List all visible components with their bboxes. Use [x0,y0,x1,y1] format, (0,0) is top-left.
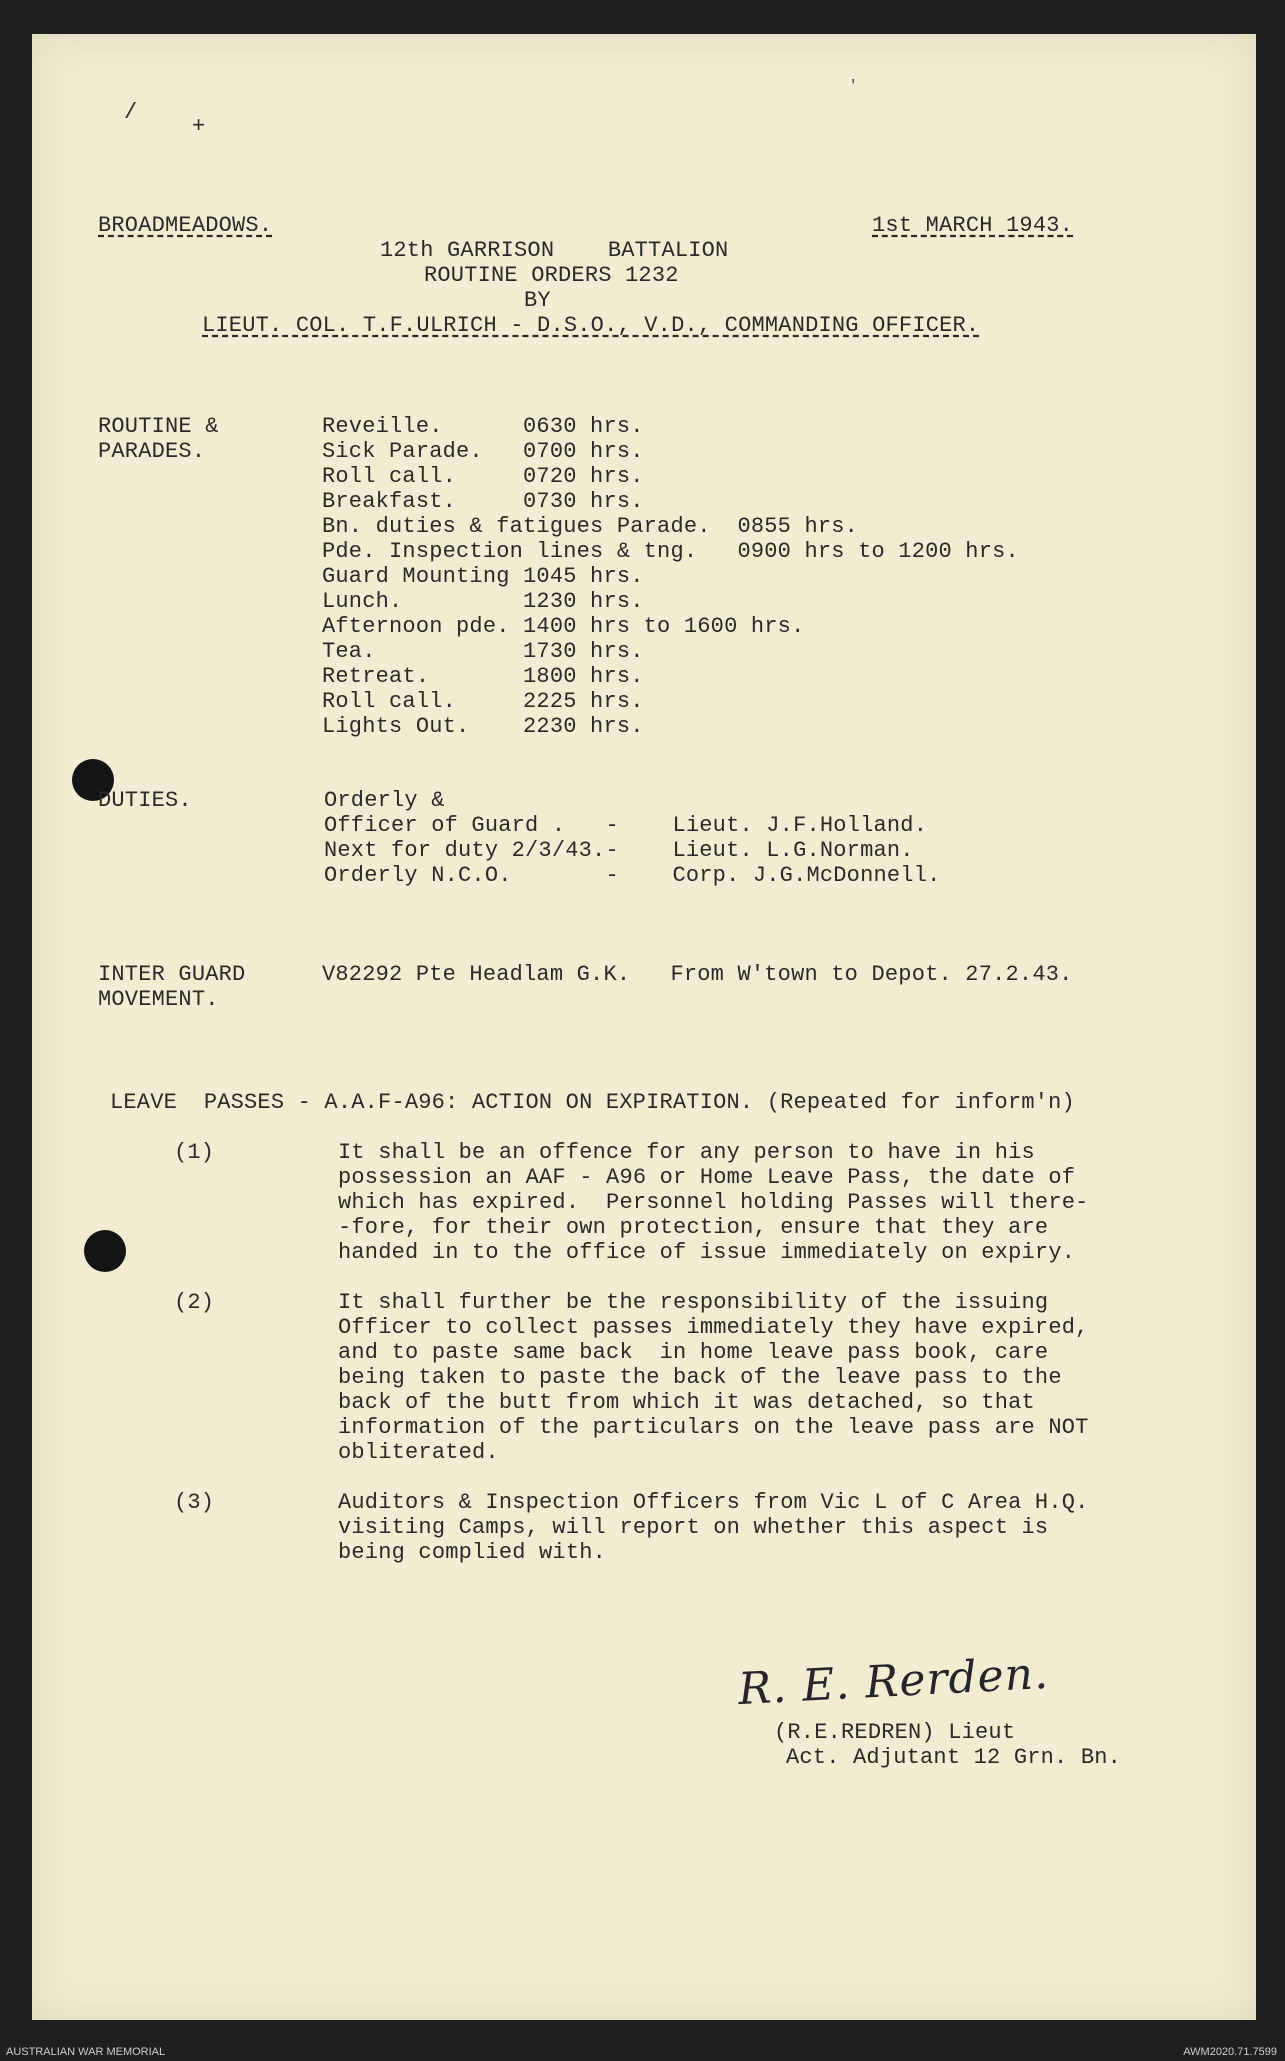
item-number: (3) [174,1490,215,1515]
date-heading: 1st MARCH 1943. [872,213,1074,238]
movement-label: INTER GUARD MOVEMENT. [98,962,246,1012]
pencil-mark: ' [849,78,858,94]
footer-accession-number: AWM2020.71.7599 [1183,2046,1277,2058]
title-commanding-officer: LIEUT. COL. T.F.ULRICH - D.S.O., V.D., COMMANDING OFFICER. [202,313,980,338]
signatory-title: Act. Adjutant 12 Grn. Bn. [786,1745,1122,1770]
title-by: BY [524,288,551,313]
paragraph-1: It shall be an offence for any person to have in his possession an AAF - A96 or Home Leave Pass, the date of which has expired. Personnel holding Passes will there- -fore, for their own protection, ensure that they are handed in to the office of issue immediately on expiry. [338,1140,1089,1265]
duties-list: Orderly & Officer of Guard . - Lieut. J.F.Holland. Next for duty 2/3/43.- Lieut. L.G.Norman. Orderly N.C.O. - Corp. J.G.McDonnell. [324,788,941,888]
title-routine-orders: ROUTINE ORDERS 1232 [424,263,679,288]
handwritten-signature: R. E. Rerden. [736,1647,1051,1716]
title-battalion: 12th GARRISON BATTALION [380,238,729,263]
duties-label: DUTIES. [98,788,192,813]
item-number: (1) [174,1140,215,1165]
signatory-name: (R.E.REDREN) Lieut [774,1720,1016,1745]
pencil-mark: / [124,100,138,125]
routine-label: ROUTINE & PARADES. [98,414,219,464]
movement-entry: V82292 Pte Headlam G.K. From W'town to Depot. 27.2.43. [322,962,1073,987]
paragraph-2: It shall further be the responsibility of the issuing Officer to collect passes immediately they have expired, and to paste same back in home leave pass book, care being taken to paste the back of the leave pass to the back of the butt from which it was detached, so that information of the particulars on the leave pass are NOT obliterated. [338,1290,1089,1465]
routine-schedule: Reveille. 0630 hrs. Sick Parade. 0700 hrs. Roll call. 0720 hrs. Breakfast. 0730 hrs. Bn. duties & fatigues Parade. 0855 hrs. Pde. Inspection lines & tng. 0900 hrs to 1200 hrs. Guard Mounting 1045 hrs. Lunch. 1230 hrs. Afternoon pde. 1400 hrs to 1600 hrs. Tea. 1730 hrs. Retreat. 1800 hrs. Roll call. 2225 hrs. Lights Out. 2230 hrs. [322,414,1019,739]
place-heading: BROADMEADOWS. [98,213,273,238]
leave-heading: LEAVE PASSES - A.A.F-A96: ACTION ON EXPIRATION. (Repeated for inform'n) [110,1090,1075,1115]
footer-archive-name: AUSTRALIAN WAR MEMORIAL [6,2046,166,2058]
punch-hole [84,1230,126,1272]
pencil-mark: + [192,114,206,139]
item-number: (2) [174,1290,215,1315]
document-page [32,34,1256,2020]
paragraph-3: Auditors & Inspection Officers from Vic L of C Area H.Q. visiting Camps, will report on whether this aspect is being complied with. [338,1490,1089,1565]
